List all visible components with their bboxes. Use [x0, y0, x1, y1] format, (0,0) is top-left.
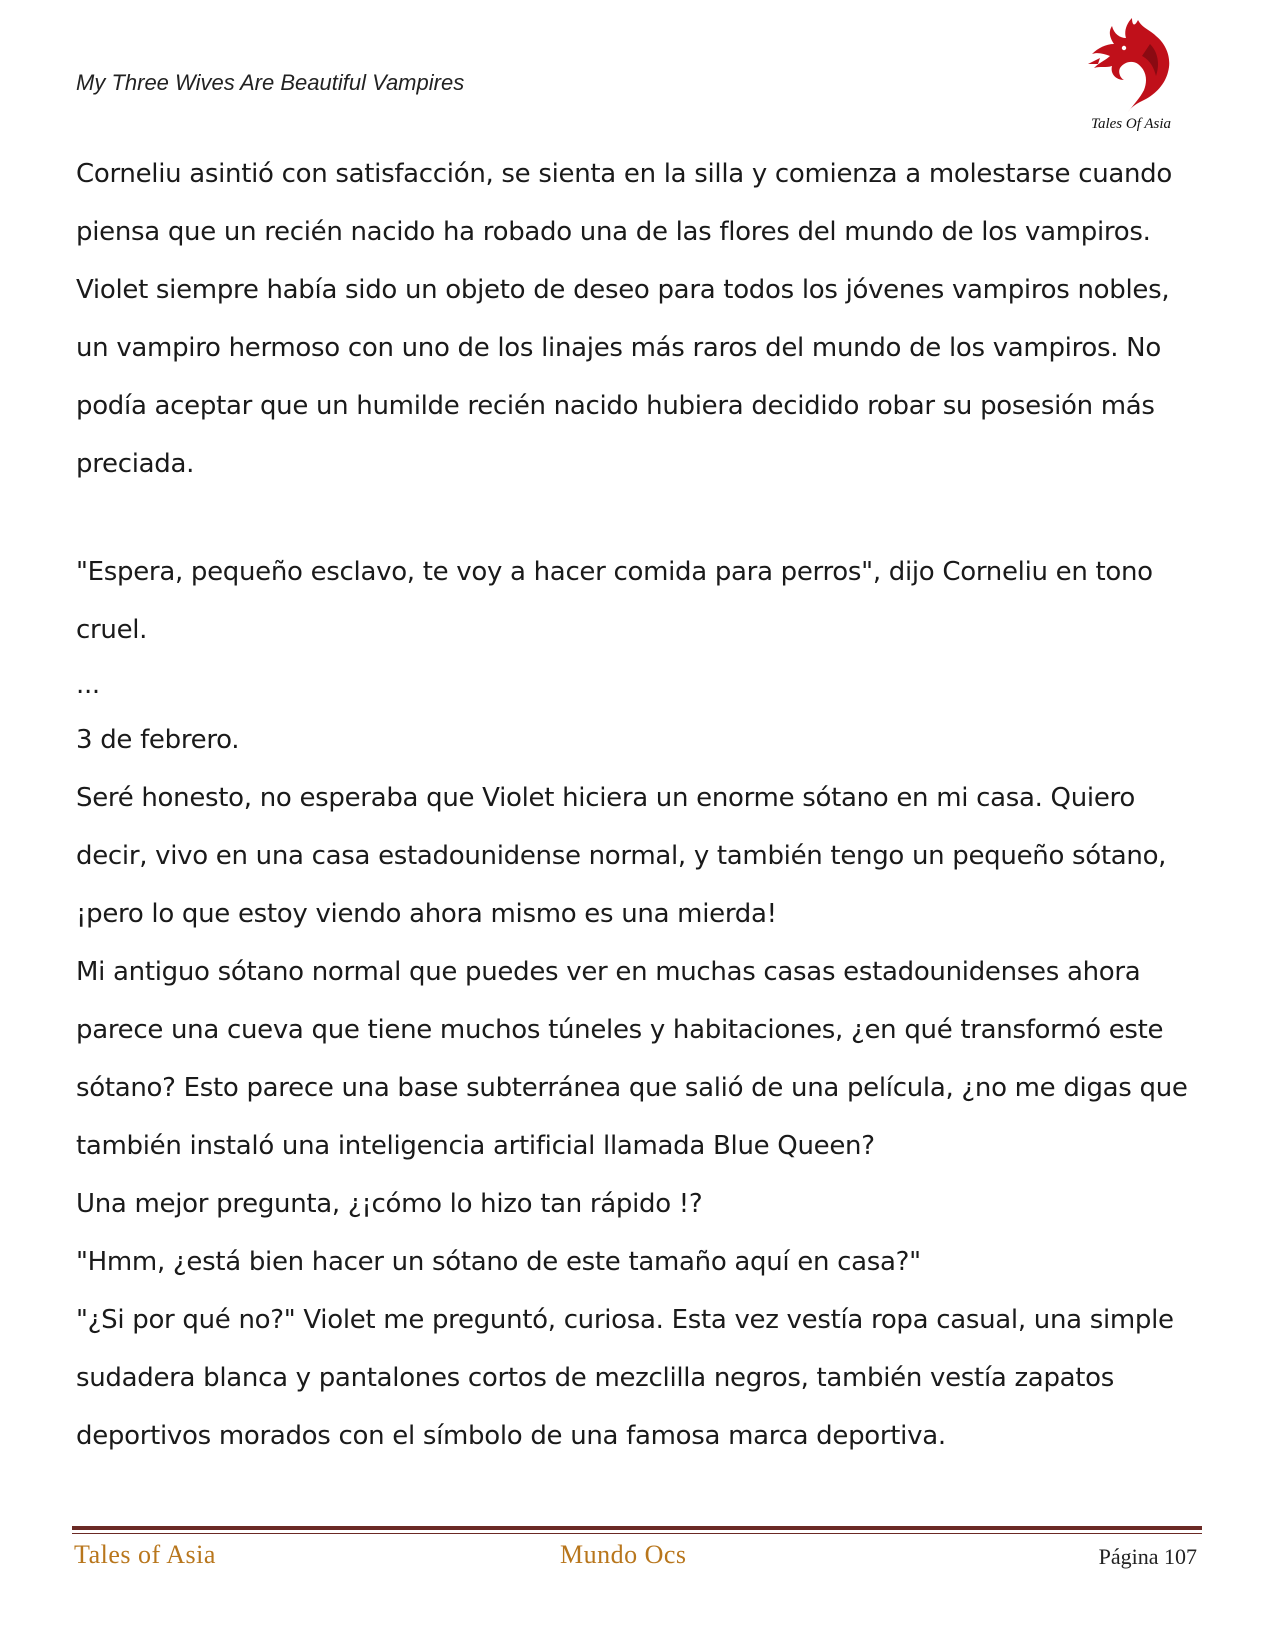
paragraph: Mi antiguo sótano normal que puedes ver en muchas casas estadounidenses ahora parece una cueva que tiene muchos túneles y habitaciones, ¿en qué transformó este sótano? Esto parece una base subterránea que salió de una película, ¿no me digas que también instaló una inteligencia artificial llamada Blue Queen? — [76, 957, 1188, 1161]
footer-divider-thin — [72, 1533, 1202, 1534]
paragraph: Corneliu asintió con satisfacción, se sienta en la silla y comienza a molestarse cuando piensa que un recién nacido ha robado una de las flores del mundo de los vampiros. Violet siempre había sido un objeto de deseo para todos los jóvenes vampiros nobles, un vampiro hermoso con uno de los linajes más raros del mundo de los vampiros. No podía aceptar que un humilde recién nacido hubiera decidido robar su posesión más preciada. — [76, 159, 1172, 479]
scene-break-ellipsis: ... — [76, 670, 100, 700]
red-dragon-icon — [1080, 14, 1180, 119]
footer-divider — [72, 1526, 1202, 1530]
page-number: Página 107 — [1098, 1544, 1197, 1569]
chapter-body — [76, 145, 1201, 1465]
paragraph: "¿Si por qué no?" Violet me preguntó, curiosa. Esta vez vestía ropa casual, una simple sudadera blanca y pantalones cortos de mezclilla negros, también vestía zapatos deportivos morados con el símbolo de una famosa marca deportiva. — [76, 1305, 1174, 1451]
footer-section-name: Mundo Ocs — [560, 1540, 687, 1569]
footer-site-name: Tales of Asia — [74, 1540, 216, 1569]
paragraph: Una mejor pregunta, ¿¡cómo lo hizo tan rápido !? — [76, 1189, 703, 1219]
date-line: 3 de febrero. — [76, 725, 240, 755]
paragraph: "Espera, pequeño esclavo, te voy a hacer comida para perros", dijo Corneliu en tono cruel. — [76, 557, 1153, 645]
page-header-title: My Three Wives Are Beautiful Vampires — [76, 70, 465, 95]
paragraph: Seré honesto, no esperaba que Violet hiciera un enorme sótano en mi casa. Quiero decir, vivo en una casa estadounidense normal, y también tengo un pequeño sótano, ¡pero lo que estoy viendo ahora mismo es una mierda! — [76, 783, 1167, 929]
logo-caption: Tales Of Asia — [1090, 116, 1172, 132]
paragraph: "Hmm, ¿está bien hacer un sótano de este tamaño aquí en casa?" — [76, 1247, 921, 1277]
